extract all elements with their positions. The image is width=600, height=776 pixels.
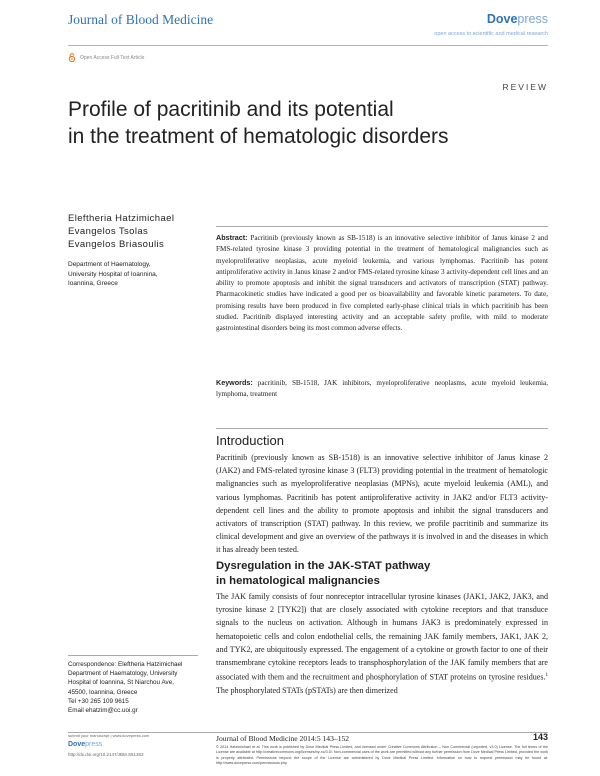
article-type: REVIEW	[502, 82, 548, 92]
journal-name: Journal of Blood Medicine	[68, 12, 214, 27]
open-access-label: Open Access Full Text Article	[80, 54, 145, 61]
author-2: Evangelos Tsolas	[68, 226, 149, 237]
section-paragraph	[216, 590, 548, 697]
open-access-row	[68, 53, 144, 62]
correspondence-line-4: 45500, Ioannina, Greece	[68, 688, 138, 696]
section-text-a: The JAK family consists of four nonreceptor intracellular tyrosine kinases (JAK1, JAK2, JAK3, and tyrosine kinase 2 [TYK2]) that are closely associated with cytokine receptors and that transduce signals to the nucleus on activation. Although in humans JAK3 is predominately expressed in hematopoietic cells and colon endothelial cells, the remaining JAK family members, JAK1, JAK 2, and TYK2, are ubiquitously expressed. The engagement of a cytokine or growth factor to one of their transmembrane cytokine receptors leads to transphosphorylation of the JAK family members that are associated with them and the recruitment and phosphorylation of STAT proteins on tyrosine residues.	[216, 592, 548, 682]
keywords	[216, 377, 548, 401]
section-heading-line-2: in hematological malignancies	[216, 574, 380, 587]
publisher-logo[interactable]	[487, 12, 548, 26]
author-1: Eleftheria Hatzimichael	[68, 213, 175, 224]
reference-marker[interactable]: 1	[545, 673, 548, 679]
correspondence-block	[68, 660, 208, 715]
keywords-label: Keywords:	[216, 378, 253, 387]
section-heading-line-1: Dysregulation in the JAK-STAT pathway	[216, 560, 431, 572]
correspondence-line-1: Correspondence: Eleftheria Hatzimichael	[68, 661, 183, 668]
publisher-logo-light: press	[517, 12, 548, 26]
correspondence-rule	[68, 655, 198, 656]
title-line-2: in the treatment of hematologic disorders	[68, 125, 449, 148]
keywords-bottom-rule	[216, 428, 548, 429]
section-heading	[216, 559, 548, 588]
section-text-b: The phosphorylated STATs (pSTATs) are then dimerized	[216, 686, 398, 696]
author-3: Evangelos Briasoulis	[68, 239, 165, 250]
abstract-top-rule	[216, 226, 548, 227]
affiliation-line-1: Department of Haematology,	[68, 261, 151, 268]
citation: Journal of Blood Medicine 2014:5 143–152	[216, 734, 350, 743]
affiliation-line-3: Ioannina, Greece	[68, 280, 118, 287]
correspondence-line-2: Department of Haematology, University	[68, 670, 178, 678]
footer-logo[interactable]	[68, 741, 102, 748]
abstract-text: Pacritinib (previously known as SB-1518) is an innovative selective inhibitor of Janus kinase 2 and FMS-related tyrosine kinase 3 providing potential in the treatment of hematological malignancies such as myeloproliferative neoplasias, acute myeloid leukemia, and various lymphomas. Pacritinib has potent antiproliferative activity in Janus kinase 2 and/or FMS-related tyrosine kinase 3 activity-dependent cell lines and an ability to promote apoptosis and inhibit the signal transducers and activators of transcription (STAT) pathway. Pharmacokinetic studies have indicated a good per os bioavailability and favorable kinetic parameters. To date, promising results have been produced in five completed early-phase clinical trials in which pacritinib has been studied. Pacritinib displayed interesting activity and an acceptable safety profile, with mild to moderate gastrointestinal disorders being its most common adverse effects.	[216, 234, 548, 333]
open-access-lock-icon	[68, 53, 76, 62]
affiliation-line-2: University Hospital of Ioannina,	[68, 270, 158, 278]
author-list	[68, 212, 174, 251]
publisher-tagline: open access to scientific and medical research	[434, 31, 548, 37]
title-line-1: Profile of pacritinib and its potential	[68, 98, 394, 121]
header-divider	[68, 45, 548, 46]
doi-link[interactable]: http://dx.doi.org/10.2147/JBM.S51353	[68, 752, 144, 757]
page-number: 143	[532, 732, 548, 742]
intro-paragraph: Pacritinib (previously known as SB-1518) is an innovative selective inhibitor of Janus kinase 2 (JAK2) and FMS-related tyrosine kinase 3 (FLT3) providing potential in the treatment of hematologic malignancies such as myeloproliferative neoplasias (MPNs), acute myeloid leukemia (AML), and various lymphomas. Pacritinib has potent antiproliferative activity in JAK2 and/or FLT3 activity-dependent cell lines and the ability to promote apoptosis and inhibit the signal transducers and activators of transcription (STAT) pathway. In this review, we profile pacritinib and summarize its clinical development and give an overview of the pathways it is involved in and the diseases in which it has already been tested.	[216, 453, 548, 555]
abstract-label: Abstract:	[216, 233, 248, 242]
affiliation	[68, 260, 158, 289]
article-title	[68, 96, 528, 150]
license-text: © 2014 Hatzimichael et al. This work is published by Dove Medical Press Limited, and licensed under Creative Commons Attribution – Non Commercial (unported, v3.0) License. The full terms of the License are available at http://creativecommons.org/licenses/by-nc/3.0/. Non-commercial uses of the work are permitted without any further permission from Dove Medical Press Limited, provided the work is properly attributed. Permissions beyond the scope of the License are administered by Dove Medical Press Limited. Information on how to request permission may be found at: http://www.dovepress.com/permissions.php	[216, 745, 548, 766]
intro-heading: Introduction	[216, 433, 284, 448]
submit-link[interactable]: submit your manuscript | www.dovepress.com	[68, 733, 150, 738]
correspondence-line-3: Hospital of Ioannina, St Niarchou Ave,	[68, 679, 174, 687]
publisher-logo-bold: Dove	[486, 12, 518, 26]
abstract	[216, 232, 548, 335]
correspondence-email[interactable]: Email ehatzim@cc.uoi.gr	[68, 707, 138, 715]
footer-logo-bold: Dove	[68, 741, 86, 748]
footer-logo-light: press	[85, 741, 103, 748]
correspondence-line-5: Tel +30 265 109 9615	[68, 697, 129, 705]
keywords-text: pacritinib, SB-1518, JAK inhibitors, myeloproliferative neoplasms, acute myeloid leukemia, lymphoma, treatment	[216, 379, 548, 399]
